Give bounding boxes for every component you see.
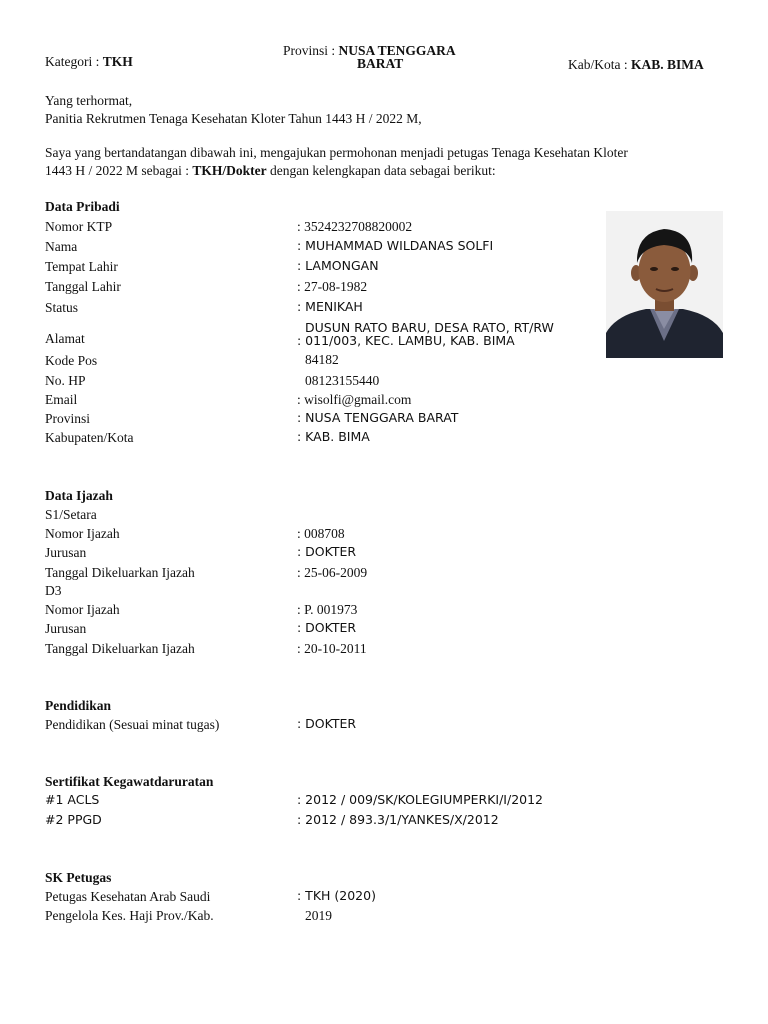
provinsi-label: Provinsi : — [283, 43, 336, 58]
kode-pos-label: Kode Pos — [45, 353, 98, 368]
d3-nomor-value: : P. 001973 — [297, 602, 358, 617]
kabkota-label: Kab/Kota : — [568, 57, 628, 72]
nama-label: Nama — [45, 239, 78, 254]
s1-tanggal-label: Tanggal Dikeluarkan Ijazah — [45, 565, 195, 580]
pendidikan-value: : DOKTER — [297, 716, 357, 731]
tanggal-lahir-label: Tanggal Lahir — [45, 279, 121, 294]
alamat-value-line1: DUSUN RATO BARU, DESA RATO, RT/RW — [305, 320, 554, 335]
s1-nomor-value: : 008708 — [297, 526, 345, 541]
no-hp-value: 08123155440 — [305, 373, 380, 388]
status-value: : MENIKAH — [297, 299, 363, 314]
d3-tanggal-label: Tanggal Dikeluarkan Ijazah — [45, 641, 195, 656]
provinsi-value-line1: NUSA TENGGARA — [338, 43, 456, 58]
kabupaten-label: Kabupaten/Kota — [45, 430, 134, 445]
kabkota-value: KAB. BIMA — [631, 57, 704, 72]
provinsi-label-pribadi: Provinsi — [45, 411, 91, 426]
kabkota-field — [568, 58, 704, 72]
role-type: TKH/Dokter — [192, 163, 267, 178]
email-label: Email — [45, 392, 78, 407]
d3-jurusan-value: : DOKTER — [297, 620, 357, 635]
profile-photo — [606, 211, 723, 358]
nomor-ktp-value: : 3524232708820002 — [297, 219, 413, 234]
d3-heading: D3 — [45, 583, 62, 598]
sertifikat-1-value: : 2012 / 009/SK/KOLEGIUMPERKI/I/2012 — [297, 792, 544, 807]
portrait-image — [606, 211, 723, 358]
sk-2-value: 2019 — [305, 908, 332, 923]
email-value: : wisolfi@gmail.com — [297, 392, 412, 407]
d3-nomor-label: Nomor Ijazah — [45, 602, 120, 617]
d3-jurusan-label: Jurusan — [45, 621, 87, 636]
pendidikan-label: Pendidikan (Sesuai minat tugas) — [45, 717, 220, 732]
alamat-label: Alamat — [45, 331, 85, 346]
kategori-value: TKH — [102, 54, 133, 69]
greeting: Yang terhormat, — [45, 93, 133, 108]
sk-1-value: : TKH (2020) — [297, 888, 376, 903]
section-title-data-ijazah: Data Ijazah — [45, 488, 113, 503]
tempat-lahir-label: Tempat Lahir — [45, 259, 118, 274]
s1-heading: S1/Setara — [45, 507, 97, 522]
body-line-2 — [45, 164, 496, 178]
s1-jurusan-value: : DOKTER — [297, 544, 357, 559]
s1-tanggal-value: : 25-06-2009 — [297, 565, 368, 580]
kategori-label: Kategori : — [45, 54, 100, 69]
body-line-1: Saya yang bertandatangan dibawah ini, mengajukan permohonan menjadi petugas Tenaga Kesehatan Kloter — [45, 145, 628, 160]
provinsi-value-pribadi: : NUSA TENGGARA BARAT — [297, 410, 459, 425]
sertifikat-2-label: #2 PPGD — [45, 812, 102, 827]
kode-pos-value: 84182 — [305, 352, 339, 367]
body-line-2-pre: 1443 H / 2022 M sebagai : — [45, 163, 189, 178]
recipient: Panitia Rekrutmen Tenaga Kesehatan Kloter Tahun 1443 H / 2022 M, — [45, 111, 422, 126]
section-title-pendidikan: Pendidikan — [45, 698, 112, 713]
nama-value: : MUHAMMAD WILDANAS SOLFI — [297, 238, 494, 253]
s1-nomor-label: Nomor Ijazah — [45, 526, 120, 541]
provinsi-value-line2: BARAT — [357, 56, 404, 71]
section-title-sk-petugas: SK Petugas — [45, 870, 112, 885]
tanggal-lahir-value: : 27-08-1982 — [297, 279, 368, 294]
body-line-2-post: dengan kelengkapan data sebagai berikut: — [270, 163, 496, 178]
nomor-ktp-label: Nomor KTP — [45, 219, 113, 234]
sertifikat-2-value: : 2012 / 893.3/1/YANKES/X/2012 — [297, 812, 499, 827]
alamat-value-line2: : 011/003, KEC. LAMBU, KAB. BIMA — [297, 333, 515, 348]
kabupaten-value: : KAB. BIMA — [297, 429, 370, 444]
sertifikat-1-label: #1 ACLS — [45, 792, 100, 807]
d3-tanggal-value: : 20-10-2011 — [297, 641, 367, 656]
section-title-sertifikat: Sertifikat Kegawatdaruratan — [45, 774, 214, 789]
kategori-field — [45, 55, 133, 69]
s1-jurusan-label: Jurusan — [45, 545, 87, 560]
sk-2-label: Pengelola Kes. Haji Prov./Kab. — [45, 908, 214, 923]
sk-1-label: Petugas Kesehatan Arab Saudi — [45, 889, 211, 904]
status-label: Status — [45, 300, 79, 315]
tempat-lahir-value: : LAMONGAN — [297, 258, 379, 273]
section-title-data-pribadi: Data Pribadi — [45, 199, 120, 214]
no-hp-label: No. HP — [45, 373, 86, 388]
